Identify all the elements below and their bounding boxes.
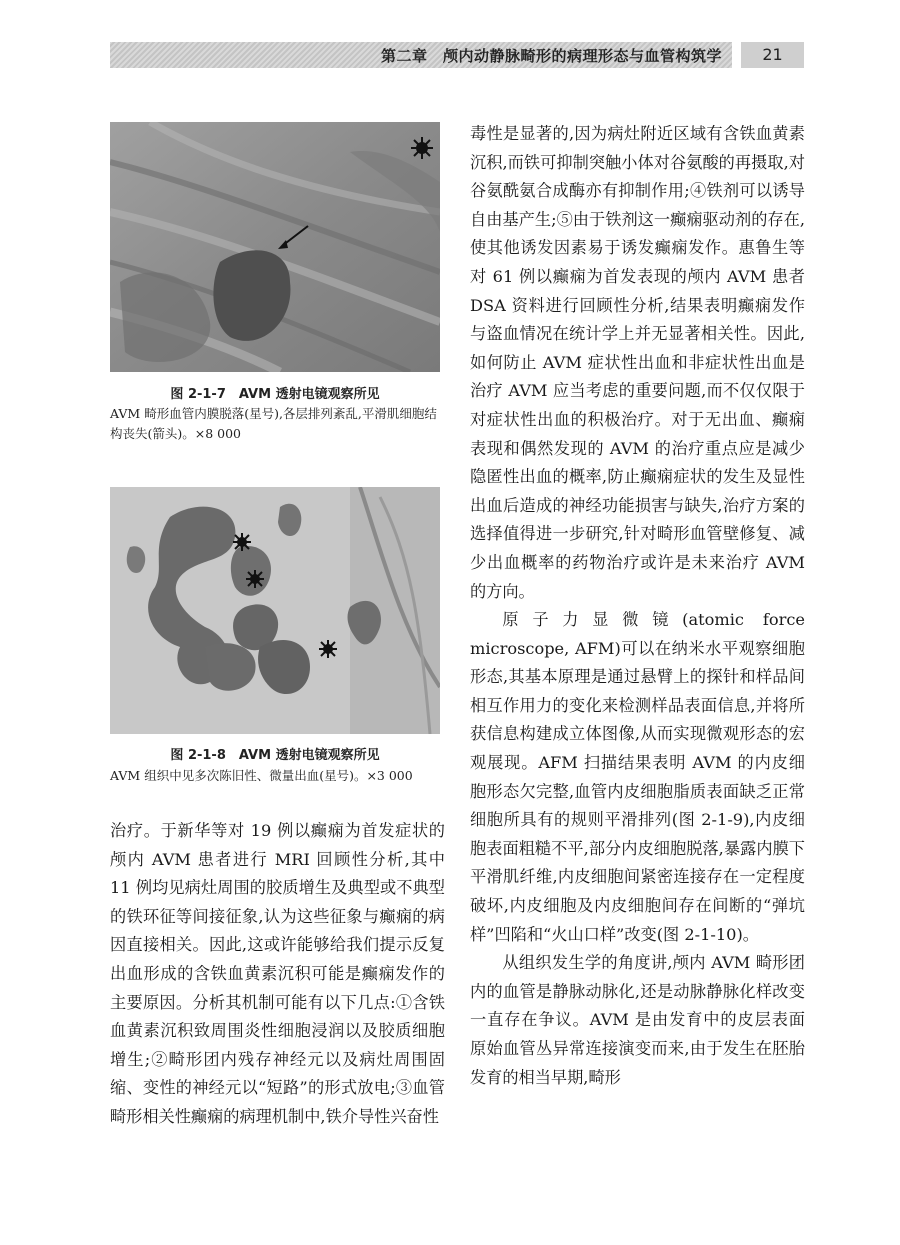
figure-2-1-7-caption-title: 图 2-1-7 AVM 透射电镜观察所见	[170, 387, 380, 402]
paragraph: 毒性是显著的,因为病灶附近区域有含铁血黄素沉积,而铁可抑制突触小体对谷氨酸的再摄取,对谷氨酰氨合成酶亦有抑制作用;④铁剂可以诱导自由基产生;⑤由于铁剂这一癫痫驱动剂的存在,使其他诱发因素易于诱发癫痫发作。惠鲁生等对 61 例以癫痫为首发表现的颅内 AVM 患者 DSA 资料进行回顾性分析,结果表明癫痫发作与盗血情况在统计学上并无显著相关性。因此,如何防止 AVM 症状性出血和非症状性出血是治疗 AVM 应当考虑的重要问题,而不仅仅限于对症状性出血的积极治疗。对于无出血、癫痫表现和偶然发现的 AVM 的治疗重点应是减少隐匿性出血的概率,防止癫痫症状的发生及显性出血后造成的神经功能损害与缺失,治疗方案的选择值得进一步研究,针对畸形血管壁修复、减少出血概率的药物治疗或许是未来治疗 AVM 的方向。	[470, 124, 805, 601]
asterisk-marker-icon	[411, 137, 433, 159]
asterisk-marker-icon	[246, 570, 264, 588]
figure-2-1-7-image	[110, 122, 440, 372]
chapter-title: 第二章 颅内动静脉畸形的病理形态与血管构筑学	[380, 47, 722, 65]
paragraph: 原子力显微镜(atomic force microscope, AFM)可以在纳米水平观察细胞形态,其基本原理是通过悬臂上的探针和样品间相互作用力的变化来检测样品表面信息,并将所获信息构建成立体图像,从而实现微观形态的宏观展现。AFM 扫描结果表明 AVM 的内皮细胞形态欠完整,血管内皮细胞脂质表面缺乏正常细胞所具有的规则平滑排列(图 2-1-9),内皮细胞表面粗糙不平,部分内皮细胞脱落,暴露内膜下平滑肌纤维,内皮细胞间紧密连接存在一定程度破坏,内皮细胞及内皮细胞间存在间断的“弹坑样”凹陷和“火山口样”改变(图 2-1-10)。	[470, 610, 805, 944]
asterisk-marker-icon	[319, 640, 337, 658]
paragraph: 治疗。于新华等对 19 例以癫痫为首发症状的颅内 AVM 患者进行 MRI 回顾性分析,其中 11 例均见病灶周围的胶质增生及典型或不典型的铁环征等间接征象,认为这些征象与癫痫的病因直接相关。因此,这或许能够给我们提示反复出血形成的含铁血黄素沉积可能是癫痫发作的主要原因。分析其机制可能有以下几点:①含铁血黄素沉积致周围炎性细胞浸润以及胶质细胞增生;②畸形团内残存神经元以及病灶周围固缩、变性的神经元以“短路”的形式放电;③血管畸形相关性癫痫的病理机制中,铁介导性兴奋性	[110, 821, 445, 1126]
chapter-header-bar	[110, 42, 732, 68]
electron-micrograph-1	[110, 122, 440, 372]
figure-2-1-7-caption-body: AVM 畸形血管内膜脱落(星号),各层排列紊乱,平滑肌细胞结构丧失(箭头)。×8 000	[110, 406, 437, 441]
figure-2-1-8-image	[110, 487, 440, 734]
figure-2-1-8-caption-body: AVM 组织中见多次陈旧性、微量出血(星号)。×3 000	[110, 768, 413, 783]
page-number: 21	[741, 42, 804, 68]
paragraph: 从组织发生学的角度讲,颅内 AVM 畸形团内的血管是静脉动脉化,还是动脉静脉化样改变一直存在争议。AVM 是由发育中的皮层表面原始血管丛异常连接演变而来,由于发生在胚胎发育的相当早期,畸形	[470, 953, 805, 1087]
figure-2-1-8-caption-title: 图 2-1-8 AVM 透射电镜观察所见	[170, 748, 380, 763]
right-column-text	[470, 120, 805, 1092]
electron-micrograph-2	[110, 487, 440, 734]
asterisk-marker-icon	[233, 533, 251, 551]
left-column-text	[110, 817, 445, 1132]
